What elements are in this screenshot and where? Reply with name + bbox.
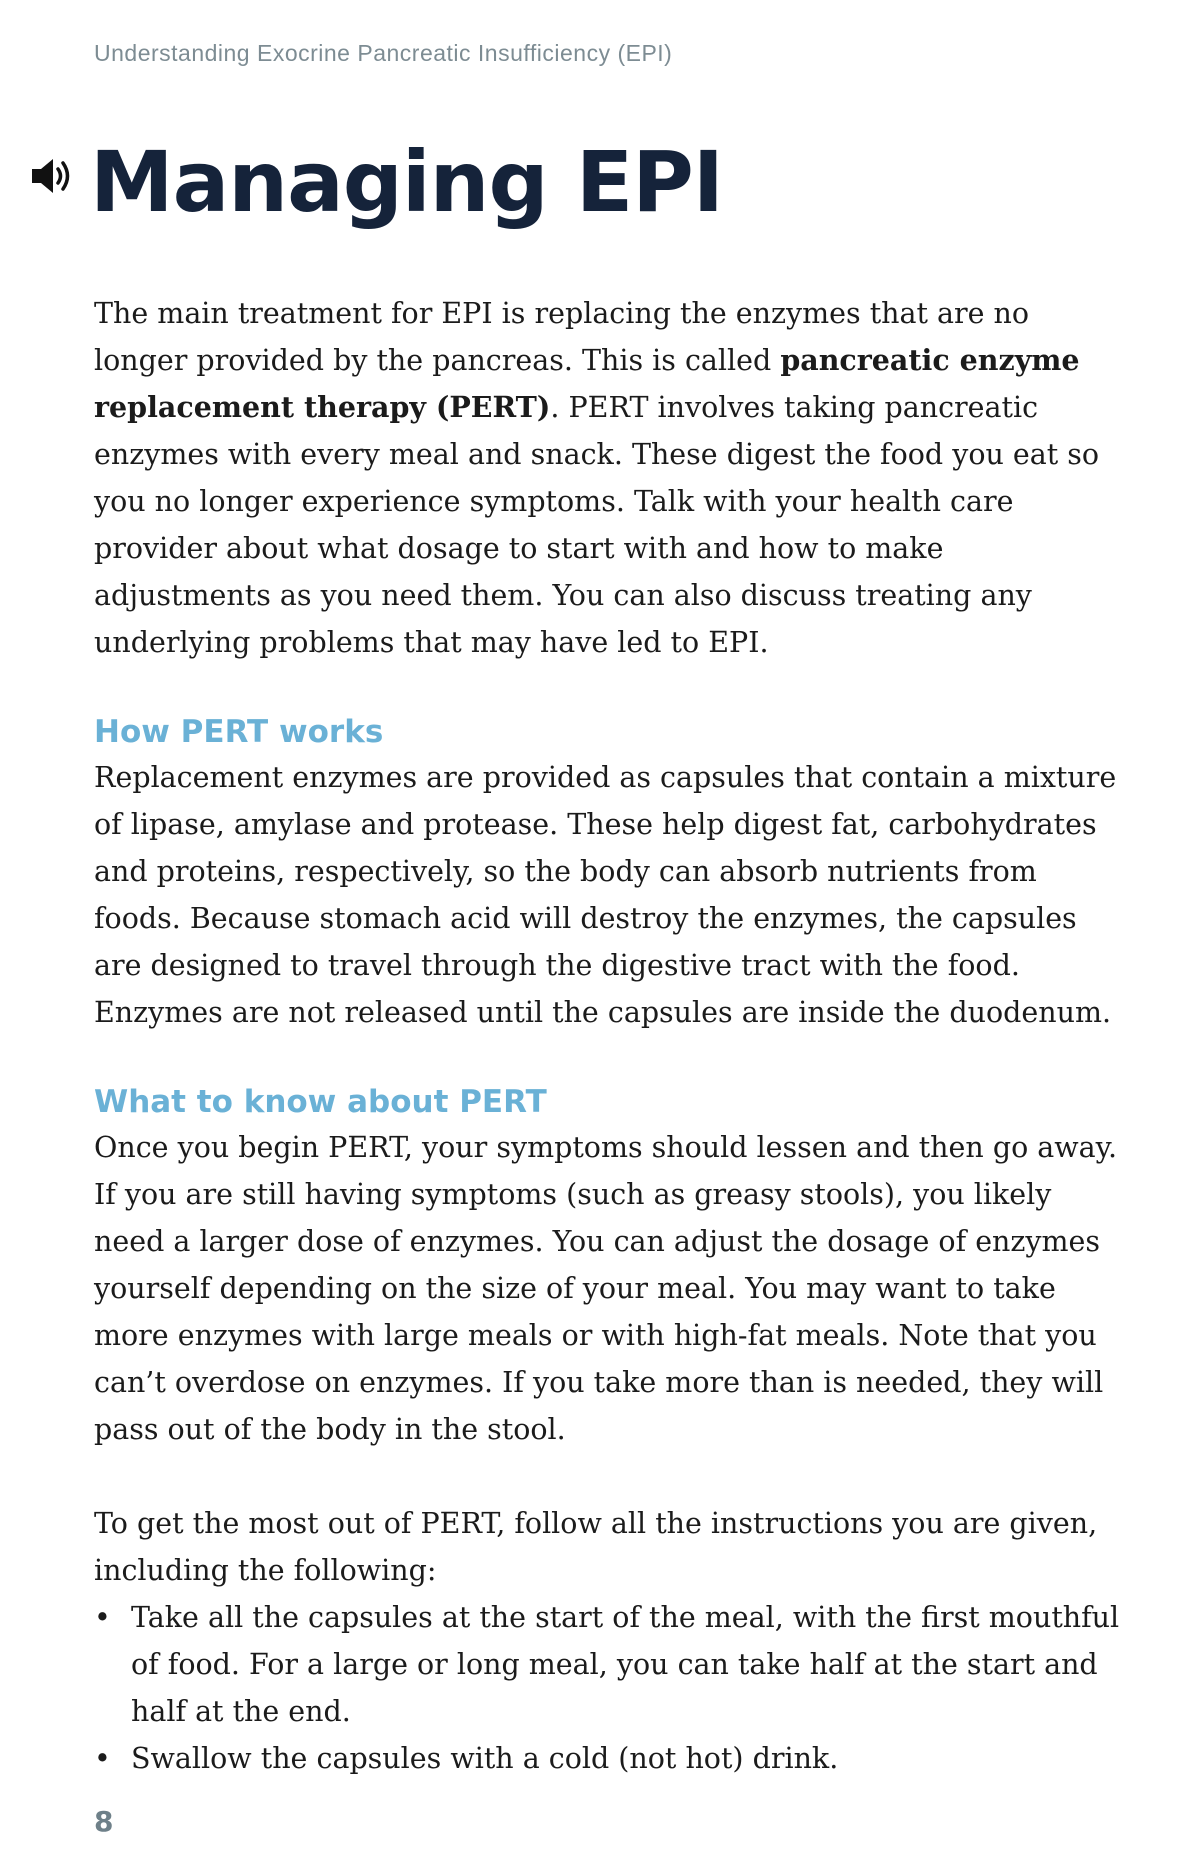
section-heading-how-pert-works: How PERT works xyxy=(94,714,384,750)
running-header: Understanding Exocrine Pancreatic Insufficiency (EPI) xyxy=(94,40,673,66)
instructions-intro-paragraph: To get the most out of PERT, follow all the instructions you are given, including the following: xyxy=(94,1507,1098,1587)
page-title: Managing EPI xyxy=(90,133,724,231)
intro-text-part1: The main treatment for EPI is replacing the enzymes that are no longer provided by the pancreas. This is called xyxy=(94,297,1030,377)
what-to-know-paragraph: Once you begin PERT, your symptoms should lessen and then go away. If you are still having symptoms (such as greasy stools), you likely need a larger dose of enzymes. You can adjust the dosage of enzymes yourself depending on the size of your meal. You may want to take more enzymes with large meals or with high-fat meals. Note that you can’t overdose on enzymes. If you take more than is needed, they will pass out of the body in the stool. xyxy=(94,1131,1118,1446)
paragraph-gap xyxy=(94,1453,1124,1500)
how-pert-works-paragraph: Replacement enzymes are provided as capsules that contain a mixture of lipase, amylase and protease. These help digest fat, carbohydrates and proteins, respectively, so the body can absorb nutrients from foods. Because stomach acid will destroy the enzymes, the capsules are designed to travel through the digestive tract with the food. Enzymes are not released until the capsules are inside the duodenum. xyxy=(94,761,1117,1029)
intro-paragraph xyxy=(94,290,1124,666)
page-number: 8 xyxy=(94,1805,114,1838)
title-row xyxy=(28,133,724,231)
instructions-list xyxy=(94,1594,1124,1782)
main-content xyxy=(94,290,1124,1782)
list-item: • Take all the capsules at the start of the meal, with the first mouthful of food. For a large or long meal, you can take half at the start and half at the end. xyxy=(94,1594,1124,1735)
intro-text-part2: . PERT involves taking pancreatic enzymes with every meal and snack. These digest the food you eat so you no longer experience symptoms. Talk with your health care provider about what dosage to start with and how to make adjustments as you need them. You can also discuss treating any underlying problems that may have led to EPI. xyxy=(94,391,1100,659)
intro-bold-term: pancreatic enzyme replacement therapy (PERT) xyxy=(94,343,1080,424)
section-heading-what-to-know: What to know about PERT xyxy=(94,1084,547,1120)
list-item: • Swallow the capsules with a cold (not hot) drink. xyxy=(94,1735,1124,1782)
speaker-icon[interactable] xyxy=(28,152,76,200)
